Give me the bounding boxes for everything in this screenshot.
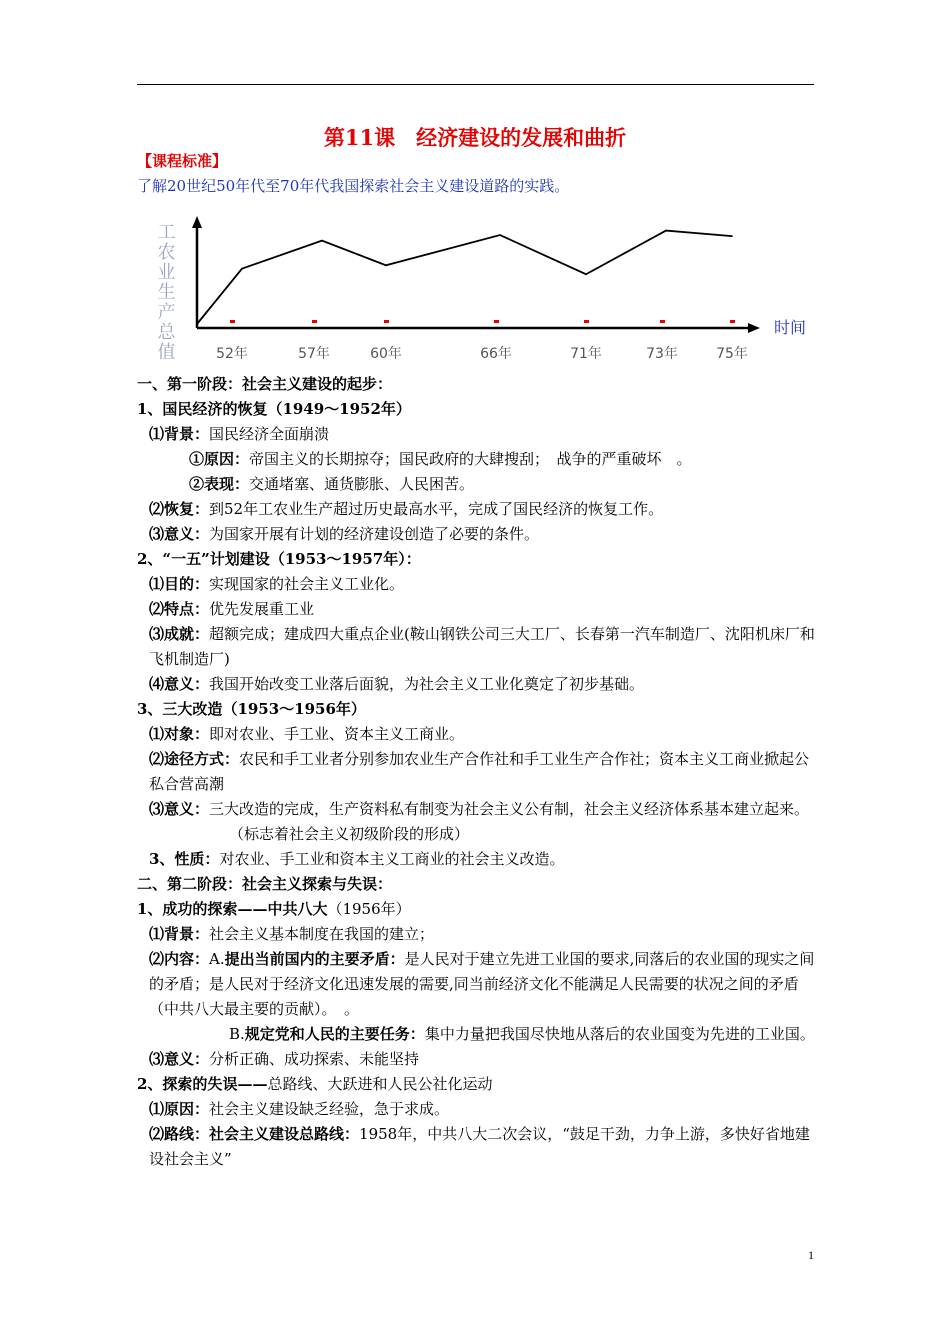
content-line [137, 872, 817, 897]
data-point [385, 264, 387, 266]
x-tick-label: 73年 [646, 346, 678, 362]
line-label: ①原因： [189, 450, 250, 468]
x-tick [584, 320, 589, 323]
line-label: ⑶成就： [149, 625, 210, 643]
line-label: ⑶意义： [149, 525, 210, 543]
line-label: ⑶意义： [149, 1050, 210, 1068]
x-tick-label: 75年 [716, 346, 748, 362]
line-label: ⑵内容： [149, 950, 210, 968]
line-label: ②表现： [189, 475, 250, 493]
line-text: 3、三大改造（1953～1956年） [137, 700, 366, 718]
line-label: ⑵恢复： [149, 500, 210, 518]
data-point [241, 268, 243, 270]
y-axis-label: 工农业生产总值 [154, 222, 176, 362]
content-line [137, 497, 817, 522]
line-label: ⑵途径方式： [149, 750, 240, 768]
content-line [137, 572, 817, 597]
line-label: ⑶意义： [149, 800, 210, 818]
content-line [137, 847, 817, 872]
line-text: 帝国主义的长期掠夺；国民政府的大肆搜刮； 战争的严重破坏 。 [249, 450, 692, 468]
content-line [137, 547, 817, 572]
line-text: B. [229, 1025, 245, 1043]
data-point [321, 240, 323, 242]
content-line [137, 472, 817, 497]
content-line [137, 1097, 817, 1122]
content-line [137, 597, 817, 622]
standard-label: 【课程标准】 [137, 152, 228, 170]
line-text: 2、“一五”计划建设（1953～1957年）： [137, 550, 421, 568]
content-line [137, 722, 817, 747]
content-line [137, 447, 817, 472]
line-label: ⑵特点： [149, 600, 210, 618]
line-label: 社会主义建设总路线： [209, 1125, 360, 1143]
content-line [137, 897, 817, 922]
content-line [137, 1022, 817, 1047]
content-line [137, 697, 817, 722]
content-line [137, 422, 817, 447]
line-text: 社会主义建设缺乏经验，急于求成。 [209, 1100, 450, 1118]
content-body [137, 372, 817, 1172]
line-text: （1956年） [327, 900, 411, 918]
data-point [665, 230, 667, 232]
line-text: 农民和手工业者分别参加农业生产合作社和手工业生产合作社；资本主义工商业掀起公私合营高潮 [149, 750, 810, 793]
line-text: 对农业、手工业和资本主义工商业的社会主义改造。 [219, 850, 565, 868]
line-label: 2、探索的失误—— [137, 1075, 268, 1093]
line-label: ⑴目的： [149, 575, 210, 593]
line-label: 1、成功的探索——中共八大 [137, 900, 328, 918]
x-tick-label: 71年 [570, 346, 602, 362]
line-label: ⑴背景： [149, 925, 210, 943]
y-axis-arrow [192, 216, 202, 228]
line-label: 提出当前国内的主要矛盾： [224, 950, 405, 968]
content-line [137, 1072, 817, 1097]
line-text: 优先发展重工业 [209, 600, 315, 618]
data-point [499, 234, 501, 236]
content-line [137, 672, 817, 697]
line-text: 一、第一阶段：社会主义建设的起步： [137, 375, 393, 393]
line-text: 实现国家的社会主义工业化。 [209, 575, 405, 593]
line-text: 二、第二阶段：社会主义探索与失误： [137, 875, 393, 893]
x-tick [384, 320, 389, 323]
content-line [137, 1047, 817, 1072]
content-line [137, 947, 817, 1022]
chart [150, 208, 850, 373]
line-label: ⑴对象： [149, 725, 210, 743]
x-axis-arrow [748, 323, 760, 333]
line-text: 总路线、大跃进和人民公社化运动 [267, 1075, 493, 1093]
line-text: 到52年工农业生产超过历史最高水平，完成了国民经济的恢复工作。 [209, 500, 664, 518]
line-text: 即对农业、手工业、资本主义工商业。 [209, 725, 465, 743]
line-text: 为国家开展有计划的经济建设创造了必要的条件。 [209, 525, 540, 543]
header-rule [137, 84, 814, 85]
line-label: 规定党和人民的主要任务： [244, 1025, 425, 1043]
line-text: 1、国民经济的恢复（1949～1952年） [137, 400, 411, 418]
line-text: （标志着社会主义初级阶段的形成） [229, 825, 470, 843]
x-tick [730, 320, 735, 323]
content-line [137, 1122, 817, 1172]
content-line [137, 522, 817, 547]
x-tick [312, 320, 317, 323]
x-tick-label: 60年 [370, 346, 402, 362]
line-text: 社会主义基本制度在我国的建立； [209, 925, 435, 943]
x-tick [494, 320, 499, 323]
line-label: ⑷意义： [149, 675, 210, 693]
page-number: 1 [808, 1248, 814, 1262]
content-line [137, 922, 817, 947]
content-line [137, 622, 817, 672]
content-line [137, 372, 817, 397]
page-title: 第11课 经济建设的发展和曲折 [323, 125, 627, 150]
line-text: 分析正确、成功探索、未能坚持 [209, 1050, 420, 1068]
line-label: ⑴原因： [149, 1100, 210, 1118]
content-line [137, 747, 817, 797]
content-line [137, 397, 817, 422]
line-text: 超额完成；建成四大重点企业(鞍山钢铁公司三大工厂、长春第一汽车制造厂、沈阳机床厂和飞机制造厂) [149, 625, 815, 668]
x-tick-label: 66年 [480, 346, 512, 362]
series-line [197, 231, 732, 324]
line-label: 3、性质： [149, 850, 220, 868]
content-line [137, 822, 817, 847]
line-text: 是人民对于建立先进工业国的要求,同落后的农业国的现实之间的矛盾；是人民对于经济文化迅速发展的需要,同当前经济文化不能满足人民需要的状况之间的矛盾（中共八大最主要的贡献）。 。 [149, 950, 815, 1018]
x-tick [660, 320, 665, 323]
line-label: ⑵路线： [149, 1125, 210, 1143]
line-text: A. [209, 950, 225, 968]
x-tick-label: 52年 [216, 346, 248, 362]
line-label: ⑴背景： [149, 425, 210, 443]
line-text: 交通堵塞、通货膨胀、人民困苦。 [249, 475, 475, 493]
data-point [585, 273, 587, 275]
line-text: 三大改造的完成，生产资料私有制变为社会主义公有制，社会主义经济体系基本建立起来。 [209, 800, 810, 818]
line-text: 集中力量把我国尽快地从落后的农业国变为先进的工业国。 [424, 1025, 815, 1043]
standard-text: 了解20世纪50年代至70年代我国探索社会主义建设道路的实践。 [137, 177, 570, 195]
x-tick-label: 57年 [298, 346, 330, 362]
data-point [731, 235, 733, 237]
line-text: 我国开始改变工业落后面貌，为社会主义工业化奠定了初步基础。 [209, 675, 645, 693]
content-line [137, 797, 817, 822]
line-text: 国民经济全面崩溃 [209, 425, 330, 443]
x-tick [230, 320, 235, 323]
x-axis-label: 时间 [774, 318, 807, 337]
line-text: 1958年，中共八大二次会议，“鼓足干劲，力争上游，多快好省地建设社会主义” [149, 1125, 810, 1168]
